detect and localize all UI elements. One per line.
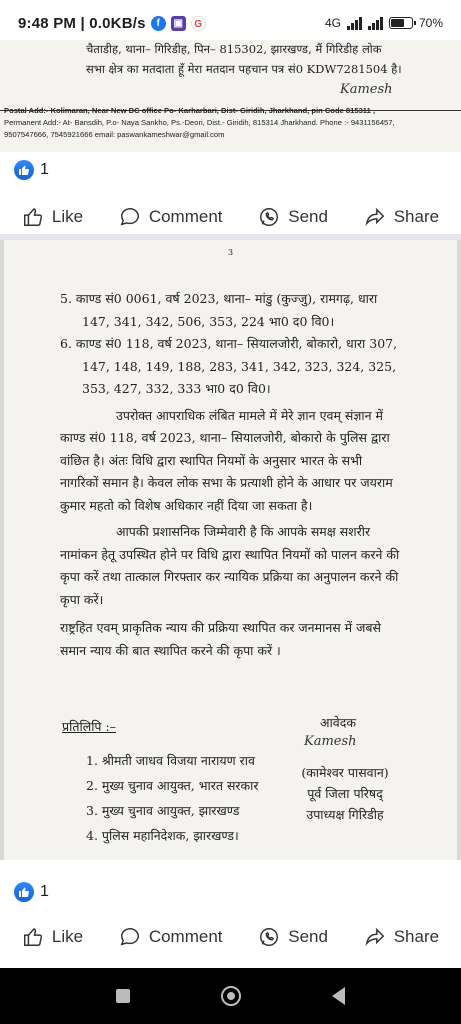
applicant-label: आवेदक <box>320 715 356 730</box>
send-button[interactable]: Send <box>258 926 328 948</box>
comment-button[interactable]: Comment <box>119 926 223 948</box>
share-arrow-icon <box>364 926 386 948</box>
letter-text-line: सभा क्षेत्र का मतदाता हूँ मेरा मतदान पहचान पत्र सं0 KDW7281504 है। <box>86 62 402 76</box>
copy-to-heading: प्रतिलिपि :– <box>62 719 116 734</box>
signature: Kamesh <box>304 734 357 749</box>
google-icon: G <box>191 16 206 31</box>
whatsapp-icon <box>258 206 280 228</box>
signer-title: उपाध्यक्ष गिरिडीह <box>306 807 384 822</box>
thumbs-up-icon <box>22 206 44 228</box>
share-arrow-icon <box>364 206 386 228</box>
signal-2-icon <box>368 16 383 30</box>
contact-details: 9507547666, 7545921666 email: paswankameshwar@gmail.com <box>4 130 225 139</box>
network-type: 4G <box>324 16 341 30</box>
list-item: 4. पुलिस महानिदेशक, झारखण्ड। <box>86 828 239 843</box>
page-number: 3 <box>227 248 234 257</box>
copy-to-list <box>86 748 259 848</box>
case-item: 6. काण्ड सं0 118, वर्ष 2023, थाना– सियालजोरी, बोकारो, धारा 307, 147, 148, 149, 188, 283, 341, 342, 323, 324, 325, 353, 427, 332, 333 भा0 द0 वि0। <box>60 336 398 396</box>
signal-icon <box>347 16 362 30</box>
list-item: 3. मुख्य चुनाव आयुक्त, झारखण्ड <box>86 803 240 818</box>
recent-apps-icon[interactable] <box>116 989 130 1003</box>
like-button[interactable]: Like <box>22 926 83 948</box>
share-button[interactable]: Share <box>364 926 439 948</box>
comment-icon <box>119 926 141 948</box>
post-image-letter-footer[interactable] <box>0 40 461 152</box>
reaction-summary[interactable] <box>14 160 49 180</box>
list-item: 1. श्रीमती जाधव विजया नारायण राव <box>86 753 255 768</box>
letter-body <box>60 288 400 662</box>
signature: Kamesh <box>340 82 393 97</box>
list-item: 2. मुख्य चुनाव आयुक्त, भारत सरकार <box>86 778 259 793</box>
signer-title: पूर्व जिला परिषद् <box>307 786 383 801</box>
letter-paragraph: राष्ट्रहित एवम् प्राकृतिक न्याय की प्रक्रिया स्थापित कर जनमानस में जबसे समान न्याय की बात स्थापित करने की कृपा करें । <box>60 620 381 658</box>
letter-text-line: चैताडीह, थाना– गिरिडीह, पिन– 815302, झारखण्ड, मैं गिरिडीह लोक <box>86 42 382 56</box>
back-icon[interactable] <box>332 987 345 1005</box>
battery-percent: 70% <box>418 16 443 30</box>
whatsapp-icon <box>258 926 280 948</box>
share-button[interactable]: Share <box>364 206 439 228</box>
case-item: 5. काण्ड सं0 0061, वर्ष 2023, थाना– मांडु (कुज्जु), रामगढ़, धारा 147, 341, 342, 506, 353, 224 भा0 द0 वि0। <box>60 291 378 329</box>
reaction-summary[interactable] <box>14 882 49 902</box>
comment-button[interactable]: Comment <box>119 206 223 228</box>
comment-icon <box>119 206 141 228</box>
permanent-address: Permanent Add:- At- Bansdih, P.o- Naya Sankho, Ps.-Deori, Dist.- Giridih, 815314 Jharkhand. Phone :- 9431156457, <box>4 118 395 127</box>
postal-address: Postal Add:- Kolimaran, Near New DC office Po- Karharbari, Dist- Giridih, Jharkhand, pin Code 815311 , <box>4 106 376 115</box>
like-reaction-icon <box>14 160 34 180</box>
like-count: 1 <box>40 883 49 900</box>
post-actions <box>0 914 461 960</box>
send-button[interactable]: Send <box>258 206 328 228</box>
clock: 9:48 PM | 0.0KB/s <box>18 14 146 32</box>
letter-paragraph: उपरोक्त आपराधिक लंबित मामले में मेरे ज्ञान एवम् संज्ञान में काण्ड सं0 118, वर्ष 2023, थाना– सियालजोरी, बोकारो के पुलिस द्वारा वांछित है। अंतः विधि द्वारा स्थापित नियमों के अनुसार भारत के सभी नागरिकों समान है। केवल लोक सभा के प्रत्याशी होने के आधार पर जयराम कुमार महतो को विशेष अधिकार नहीं दिया जा सकता है। <box>60 407 393 513</box>
like-button[interactable]: Like <box>22 206 83 228</box>
like-count: 1 <box>40 161 49 178</box>
messenger-icon: ▣ <box>171 16 186 31</box>
letter-paragraph: आपकी प्रशासनिक जिम्मेवारी है कि आपके समक्ष सशरीर नामांकन हेतू उपस्थित होने पर विधि द्वारा स्थापित नियमों को पालन करने की कृपा करें तथा तात्काल गिरफ्तार कर न्यायिक प्रक्रिया का अनुपालन करने की कृपा करें। <box>60 524 400 607</box>
signer-block <box>286 762 404 825</box>
signer-name: (कामेश्वर पासवान) <box>301 765 389 780</box>
like-reaction-icon <box>14 882 34 902</box>
battery-icon <box>389 17 413 29</box>
facebook-icon: f <box>151 16 166 31</box>
system-navigation-bar <box>0 968 461 1024</box>
thumbs-up-icon <box>22 926 44 948</box>
post-image-letter-page[interactable] <box>0 240 461 860</box>
home-icon[interactable] <box>221 986 241 1006</box>
